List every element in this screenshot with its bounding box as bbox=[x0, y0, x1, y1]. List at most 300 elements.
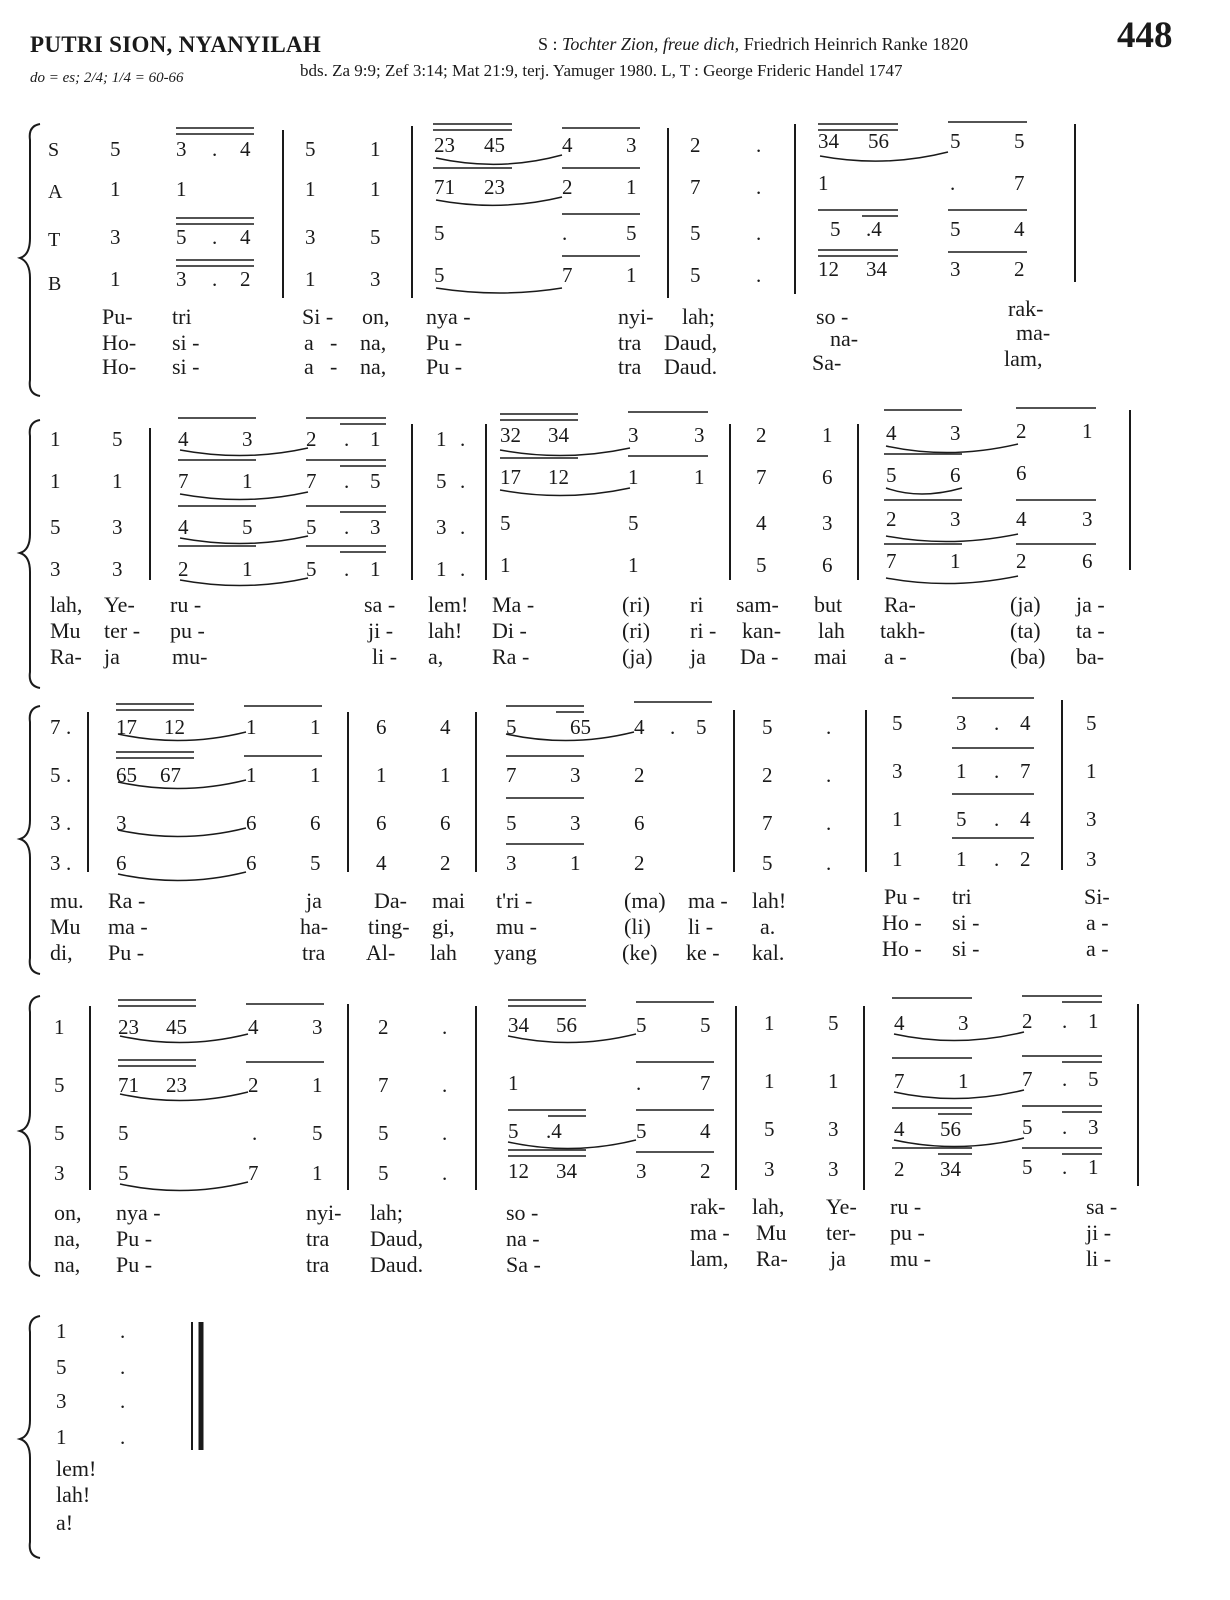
lyric: tri bbox=[172, 304, 192, 329]
note: . bbox=[756, 221, 762, 245]
note: 3 bbox=[694, 423, 705, 447]
note: 1 bbox=[305, 177, 316, 201]
note: 1 bbox=[1088, 1009, 1099, 1033]
note: 3 bbox=[176, 137, 187, 161]
note: 1 bbox=[628, 465, 639, 489]
lyric: Ye- bbox=[104, 592, 135, 617]
lyric: ha- bbox=[300, 914, 329, 939]
lyric: lah! bbox=[428, 618, 463, 643]
note: 4 bbox=[1020, 807, 1031, 831]
note: 1 bbox=[376, 763, 387, 787]
note: 1 bbox=[50, 469, 61, 493]
lyric: on, bbox=[54, 1200, 82, 1225]
note: 1 bbox=[56, 1425, 67, 1449]
note: 5 bbox=[50, 763, 61, 787]
lyric: Pu - bbox=[116, 1252, 153, 1277]
note: 2 bbox=[700, 1159, 711, 1183]
note: 4 bbox=[562, 133, 573, 157]
note: 4 bbox=[240, 225, 251, 249]
note: 5 bbox=[762, 715, 773, 739]
note: 34 bbox=[940, 1157, 961, 1181]
lyric: pu - bbox=[170, 618, 205, 643]
note: 1 bbox=[626, 263, 637, 287]
note: 17 bbox=[500, 465, 521, 489]
lyric: Sa - bbox=[506, 1252, 541, 1277]
hymn-number: 448 bbox=[1117, 15, 1173, 56]
note: . bbox=[120, 1355, 126, 1379]
alto-notes bbox=[56, 1355, 125, 1379]
note: 5 bbox=[54, 1121, 65, 1145]
bass-notes bbox=[50, 847, 1097, 875]
lyric: - bbox=[330, 330, 338, 355]
lyric: Pu - bbox=[108, 940, 145, 965]
voice-label-alto: A bbox=[48, 181, 63, 203]
lyric: nya - bbox=[426, 304, 471, 329]
note: 5 bbox=[54, 1073, 65, 1097]
note: 3 bbox=[628, 423, 639, 447]
lyric: a - bbox=[884, 644, 907, 669]
note: 3 bbox=[828, 1117, 839, 1141]
note: 5 bbox=[242, 515, 253, 539]
note: 5 bbox=[828, 1011, 839, 1035]
note: . bbox=[950, 171, 956, 195]
note: 5 bbox=[892, 711, 903, 735]
note: 2 bbox=[378, 1015, 389, 1039]
note: 2 bbox=[1022, 1009, 1033, 1033]
note: 34 bbox=[818, 129, 839, 153]
lyric: ri bbox=[690, 592, 704, 617]
lyric: na- bbox=[830, 326, 859, 351]
note: 4 bbox=[178, 427, 189, 451]
note: 7 bbox=[690, 175, 701, 199]
note: 71 bbox=[118, 1073, 139, 1097]
note: 1 bbox=[436, 557, 447, 581]
lyric: lem! bbox=[428, 592, 469, 617]
note: 3 bbox=[50, 851, 61, 875]
lyrics-verse-3 bbox=[102, 346, 1043, 379]
lyric: Daud. bbox=[370, 1252, 424, 1277]
system-brace bbox=[20, 706, 40, 974]
note: 1 bbox=[54, 1015, 65, 1039]
note: 34 bbox=[556, 1159, 577, 1183]
note: . bbox=[442, 1121, 448, 1145]
note: 7 bbox=[1022, 1067, 1033, 1091]
note: 17 bbox=[116, 715, 137, 739]
alto-notes bbox=[50, 461, 1027, 493]
note: 6 bbox=[246, 811, 257, 835]
note: 45 bbox=[166, 1015, 187, 1039]
lyric: si - bbox=[172, 330, 200, 355]
lyric: tra bbox=[306, 1252, 330, 1277]
note: 7 bbox=[700, 1071, 711, 1095]
note: 5 bbox=[434, 263, 445, 287]
note: 4 bbox=[440, 715, 451, 739]
note: 34 bbox=[508, 1013, 529, 1037]
note: 7 bbox=[378, 1073, 389, 1097]
lyric: si - bbox=[952, 936, 980, 961]
lyrics-verse-2 bbox=[54, 1220, 1111, 1251]
note: 3 bbox=[958, 1011, 969, 1035]
credits-line: bds. Za 9:9; Zef 3:14; Mat 21:9, terj. Yamuger 1980. L, T : George Frideric Handel 1747 bbox=[300, 61, 903, 80]
note: 5 bbox=[506, 811, 517, 835]
lyric: ji - bbox=[1086, 1220, 1112, 1245]
lyric: na, bbox=[54, 1252, 81, 1277]
lyric: kal. bbox=[752, 940, 785, 965]
score-system-3 bbox=[20, 698, 1110, 974]
note: 6 bbox=[440, 811, 451, 835]
lyric: Ra- bbox=[50, 644, 82, 669]
note: 1 bbox=[436, 427, 447, 451]
lyric: tri bbox=[952, 884, 972, 909]
note: 12 bbox=[164, 715, 185, 739]
lyric: ma- bbox=[1016, 320, 1051, 345]
note: 5 bbox=[950, 217, 961, 241]
note: . bbox=[756, 175, 762, 199]
system-brace bbox=[20, 1316, 40, 1558]
note: 3 bbox=[436, 515, 447, 539]
note: 1 bbox=[242, 469, 253, 493]
lyric: a! bbox=[56, 1510, 74, 1535]
lyric: ru - bbox=[890, 1194, 922, 1219]
note: . bbox=[826, 851, 832, 875]
lyrics-verse-2 bbox=[102, 320, 1050, 355]
note: 56 bbox=[940, 1117, 961, 1141]
lyric: (ma) bbox=[624, 888, 666, 913]
note: 1 bbox=[370, 427, 381, 451]
score-system-5 bbox=[20, 1316, 201, 1558]
note: 23 bbox=[166, 1073, 187, 1097]
note: .4 bbox=[866, 217, 882, 241]
note: 2 bbox=[1014, 257, 1025, 281]
hymn-title: PUTRI SION, NYANYILAH bbox=[30, 32, 322, 57]
note: 5 bbox=[886, 463, 897, 487]
note: 7 bbox=[306, 469, 317, 493]
note: 3 bbox=[305, 225, 316, 249]
note: 3 bbox=[1088, 1115, 1099, 1139]
note: 3 bbox=[312, 1015, 323, 1039]
lyrics-verse-2 bbox=[50, 910, 1109, 939]
note: 5 bbox=[636, 1013, 647, 1037]
note: 3 bbox=[950, 507, 961, 531]
voice-label-soprano: S bbox=[48, 139, 60, 161]
alto-notes bbox=[50, 759, 1097, 787]
lyric: mai bbox=[432, 888, 465, 913]
note: 6 bbox=[950, 463, 961, 487]
note: 5 bbox=[1086, 711, 1097, 735]
lyric: na - bbox=[506, 1226, 540, 1251]
note: 1 bbox=[1086, 759, 1097, 783]
lyric: mu. bbox=[50, 888, 84, 913]
note: 5 bbox=[500, 511, 511, 535]
note: 2 bbox=[886, 507, 897, 531]
soprano-notes bbox=[56, 1319, 125, 1343]
note: 5 bbox=[1022, 1155, 1033, 1179]
lyric: (ri) bbox=[622, 592, 651, 617]
note: 12 bbox=[818, 257, 839, 281]
lyric: ja bbox=[306, 888, 322, 913]
note: 1 bbox=[956, 847, 967, 871]
note: 7 bbox=[50, 715, 61, 739]
note: 5 bbox=[112, 427, 123, 451]
soprano-notes bbox=[50, 419, 1093, 451]
note: 7 bbox=[248, 1161, 259, 1185]
lyric: ja bbox=[104, 644, 120, 669]
note: . bbox=[562, 221, 568, 245]
note: 6 bbox=[246, 851, 257, 875]
note: . bbox=[252, 1121, 258, 1145]
lyric: mai bbox=[814, 644, 847, 669]
key-tempo-info: do = es; 2/4; 1/4 = 60-66 bbox=[30, 70, 184, 86]
note: 1 bbox=[110, 267, 121, 291]
lyric: Da - bbox=[740, 644, 779, 669]
note: 5 bbox=[636, 1119, 647, 1143]
note: 1 bbox=[956, 759, 967, 783]
note: 2 bbox=[634, 851, 645, 875]
note: 1 bbox=[246, 715, 257, 739]
source-original-title: Tochter Zion, freue dich, bbox=[562, 34, 740, 54]
note: 3 bbox=[112, 557, 123, 581]
bass-notes bbox=[110, 257, 1025, 291]
note: . bbox=[1062, 1155, 1068, 1179]
lyric: lah; bbox=[370, 1200, 403, 1225]
lyric: Mu bbox=[756, 1220, 787, 1245]
tenor-notes bbox=[54, 1115, 1099, 1145]
lyric: Ra - bbox=[108, 888, 146, 913]
note: 1 bbox=[56, 1319, 67, 1343]
note: 1 bbox=[176, 177, 187, 201]
tenor-notes bbox=[50, 807, 1097, 835]
note: 2 bbox=[440, 851, 451, 875]
note: 1 bbox=[110, 177, 121, 201]
note: 1 bbox=[628, 553, 639, 577]
note: 67 bbox=[160, 763, 181, 787]
lyric: Daud. bbox=[664, 354, 718, 379]
note: 32 bbox=[500, 423, 521, 447]
note: 5 bbox=[508, 1119, 519, 1143]
lyric: Pu - bbox=[426, 354, 463, 379]
note: . bbox=[212, 267, 218, 291]
note: 5 bbox=[690, 263, 701, 287]
note: . bbox=[1062, 1115, 1068, 1139]
lyrics-verse-1 bbox=[54, 1194, 1117, 1225]
note: 1 bbox=[1082, 419, 1093, 443]
lyric: si - bbox=[952, 910, 980, 935]
lyric: but bbox=[814, 592, 843, 617]
lyrics-verse-3 bbox=[54, 1246, 1111, 1277]
note: 45 bbox=[484, 133, 505, 157]
lyric: Ra - bbox=[492, 644, 530, 669]
lyric: so - bbox=[816, 304, 849, 329]
note: 2 bbox=[762, 763, 773, 787]
note: 5 bbox=[696, 715, 707, 739]
note: 3 bbox=[828, 1157, 839, 1181]
lyric: na, bbox=[54, 1226, 81, 1251]
note: 3 bbox=[956, 711, 967, 735]
lyric: ja bbox=[690, 644, 706, 669]
note: 4 bbox=[1020, 711, 1031, 735]
lyric: li - bbox=[1086, 1246, 1112, 1271]
note: . bbox=[826, 811, 832, 835]
lyric: mu - bbox=[496, 914, 537, 939]
lyric: a bbox=[304, 330, 314, 355]
note: 6 bbox=[822, 465, 833, 489]
note: 1 bbox=[310, 715, 321, 739]
lyric: sam- bbox=[736, 592, 779, 617]
note: 34 bbox=[866, 257, 887, 281]
lyric: on, bbox=[362, 304, 390, 329]
lyric: (ta) bbox=[1010, 618, 1041, 643]
note: 6 bbox=[310, 811, 321, 835]
note: . bbox=[756, 263, 762, 287]
lyric: ter- bbox=[826, 1220, 857, 1245]
note: 2 bbox=[1016, 549, 1027, 573]
lyric: Ra- bbox=[756, 1246, 788, 1271]
note: 7 bbox=[1020, 759, 1031, 783]
lyric: a bbox=[304, 354, 314, 379]
note: 3 bbox=[506, 851, 517, 875]
note: 1 bbox=[112, 469, 123, 493]
lyric: Ho- bbox=[102, 354, 137, 379]
note: 3 bbox=[1086, 807, 1097, 831]
note: 5 bbox=[950, 129, 961, 153]
note: 7 bbox=[178, 469, 189, 493]
note: . bbox=[212, 225, 218, 249]
lyric: tra bbox=[618, 354, 642, 379]
beams bbox=[176, 122, 1027, 266]
lyric: Pu - bbox=[116, 1226, 153, 1251]
note: 3 bbox=[370, 267, 381, 291]
note: 65 bbox=[116, 763, 137, 787]
system-brace bbox=[20, 420, 40, 688]
note: . bbox=[66, 851, 72, 875]
note: 3 bbox=[56, 1389, 67, 1413]
lyric: (ba) bbox=[1010, 644, 1046, 669]
note: . bbox=[120, 1425, 126, 1449]
note: 12 bbox=[508, 1159, 529, 1183]
lyric: ri - bbox=[690, 618, 717, 643]
note: . bbox=[756, 133, 762, 157]
note: 1 bbox=[818, 171, 829, 195]
note: 5 bbox=[756, 553, 767, 577]
note: 3 bbox=[764, 1157, 775, 1181]
note: 1 bbox=[892, 807, 903, 831]
note: 6 bbox=[822, 553, 833, 577]
lyric: nyi- bbox=[618, 304, 654, 329]
note: 6 bbox=[1016, 461, 1027, 485]
lyric: Ma - bbox=[492, 592, 535, 617]
note: 3 bbox=[626, 133, 637, 157]
note: 5 bbox=[626, 221, 637, 245]
note: . bbox=[826, 715, 832, 739]
note: 3 bbox=[822, 511, 833, 535]
note: 5 bbox=[1014, 129, 1025, 153]
note: . bbox=[994, 847, 1000, 871]
lyric: Ho - bbox=[882, 910, 922, 935]
note: 5 bbox=[434, 221, 445, 245]
source-author: Friedrich Heinrich Ranke 1820 bbox=[739, 34, 969, 54]
lyric: Ho- bbox=[102, 330, 137, 355]
note: 1 bbox=[958, 1069, 969, 1093]
note: 4 bbox=[756, 511, 767, 535]
note: . bbox=[460, 515, 466, 539]
lyric: Pu - bbox=[884, 884, 921, 909]
note: 56 bbox=[556, 1013, 577, 1037]
note: 4 bbox=[178, 515, 189, 539]
note: . bbox=[636, 1071, 642, 1095]
note: . bbox=[826, 763, 832, 787]
lyric: ter - bbox=[104, 618, 141, 643]
note: 1 bbox=[440, 763, 451, 787]
note: 23 bbox=[484, 175, 505, 199]
note: 6 bbox=[116, 851, 127, 875]
lyric: ma - bbox=[690, 1220, 730, 1245]
note: 4 bbox=[240, 137, 251, 161]
note: 3 bbox=[370, 515, 381, 539]
note: 5 bbox=[118, 1121, 129, 1145]
note: 3 bbox=[242, 427, 253, 451]
note: 1 bbox=[242, 557, 253, 581]
note: 4 bbox=[376, 851, 387, 875]
note: 5 bbox=[830, 217, 841, 241]
note: 3 bbox=[892, 759, 903, 783]
note: 4 bbox=[248, 1015, 259, 1039]
lyric: Ye- bbox=[826, 1194, 857, 1219]
lyric: Ho - bbox=[882, 936, 922, 961]
soprano-notes bbox=[54, 1009, 1099, 1039]
note: 5 bbox=[118, 1161, 129, 1185]
note: 2 bbox=[1016, 419, 1027, 443]
lyric: si - bbox=[172, 354, 200, 379]
note: 23 bbox=[118, 1015, 139, 1039]
note: 65 bbox=[570, 715, 591, 739]
note: 5 bbox=[378, 1161, 389, 1185]
source-prefix: S : bbox=[538, 34, 563, 54]
note: 3 bbox=[570, 763, 581, 787]
note: 1 bbox=[312, 1161, 323, 1185]
lyric: na, bbox=[360, 354, 387, 379]
lyric: lam, bbox=[1004, 346, 1043, 371]
soprano-notes bbox=[50, 711, 1097, 739]
note: 5 bbox=[56, 1355, 67, 1379]
lyric: sa - bbox=[364, 592, 396, 617]
note: . bbox=[344, 469, 350, 493]
note: 4 bbox=[886, 421, 897, 445]
lyric: ting- bbox=[368, 914, 410, 939]
lyric: nya - bbox=[116, 1200, 161, 1225]
note: 3 bbox=[1082, 507, 1093, 531]
note: 2 bbox=[634, 763, 645, 787]
note: . bbox=[344, 427, 350, 451]
note: . bbox=[994, 759, 1000, 783]
note: 5 bbox=[762, 851, 773, 875]
note: 2 bbox=[248, 1073, 259, 1097]
note: 3 bbox=[112, 515, 123, 539]
note: .4 bbox=[546, 1119, 562, 1143]
note: 5 bbox=[310, 851, 321, 875]
note: 7 bbox=[756, 465, 767, 489]
note: . bbox=[460, 427, 466, 451]
alto-notes bbox=[54, 1067, 1099, 1097]
lyric: sa - bbox=[1086, 1194, 1118, 1219]
system-brace bbox=[20, 996, 40, 1276]
note: . bbox=[460, 469, 466, 493]
lyric: so - bbox=[506, 1200, 539, 1225]
note: 3 bbox=[50, 811, 61, 835]
note: 5 bbox=[690, 221, 701, 245]
lyric: ba- bbox=[1076, 644, 1105, 669]
lyric: (ri) bbox=[622, 618, 651, 643]
note: . bbox=[66, 715, 72, 739]
